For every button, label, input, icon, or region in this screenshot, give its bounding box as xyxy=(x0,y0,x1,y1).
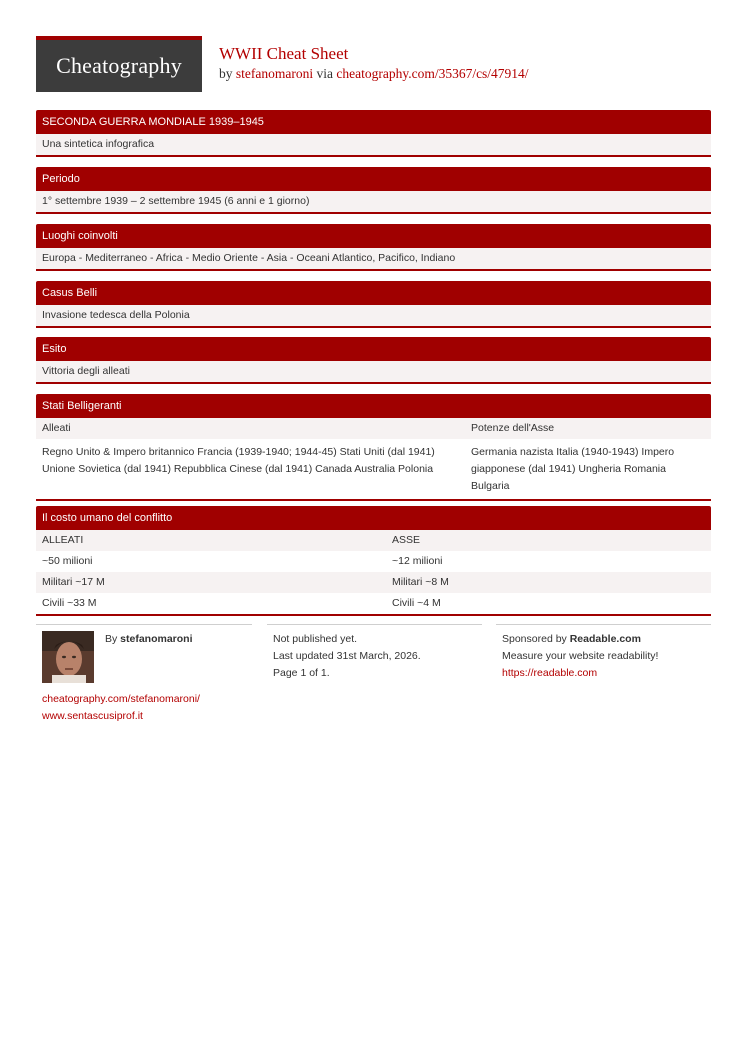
last-updated: Last updated 31st March, 2026. xyxy=(273,650,421,662)
author-profile-link[interactable]: cheatography.com/stefanomaroni/ xyxy=(42,693,200,705)
sponsored-line xyxy=(502,631,711,648)
cell-line: Regno Unito & Impero britannico Francia (1939-1940; 1944-45) Stati Uniti (dal 1941) xyxy=(42,446,435,458)
sponsor-text: Measure your website readability! xyxy=(502,650,659,662)
footer-author xyxy=(36,624,252,735)
section-title: Casus Belli xyxy=(36,281,711,305)
publish-status: Not published yet. xyxy=(273,633,358,645)
cell-line: Bulgaria xyxy=(471,480,510,492)
byline xyxy=(219,66,529,82)
cheatography-logo[interactable] xyxy=(36,36,202,92)
cell-alleati xyxy=(36,444,465,495)
section-title: Il costo umano del conflitto xyxy=(36,506,711,530)
table-row xyxy=(36,530,711,551)
byline-via: via xyxy=(313,66,337,81)
section-text: Europa - Mediterraneo - Africa - Medio Oriente - Asia - Oceani Atlantico, Pacifico, Indiano xyxy=(36,248,711,269)
cell: Militari ~17 M xyxy=(42,576,105,588)
cell: ~12 milioni xyxy=(392,555,443,567)
table-header-row xyxy=(36,418,711,439)
cell: ASSE xyxy=(392,534,421,546)
sponsor-name: Readable.com xyxy=(569,633,641,645)
section-title: Periodo xyxy=(36,167,711,191)
section-text: 1° settembre 1939 – 2 settembre 1945 (6 anni e 1 giorno) xyxy=(36,191,711,212)
section-title: Esito xyxy=(36,337,711,361)
cell-line: giapponese (dal 1941) Ungheria Romania xyxy=(471,463,666,475)
footer-sponsor xyxy=(496,624,711,695)
sponsored-prefix: Sponsored by xyxy=(502,633,570,645)
cell: ALLEATI xyxy=(42,534,84,546)
by-label: By xyxy=(105,633,121,645)
table-row xyxy=(36,439,711,499)
section-casus-belli xyxy=(36,281,711,328)
cell-asse xyxy=(465,444,711,495)
avatar[interactable] xyxy=(42,631,94,683)
cell: Militari ~8 M xyxy=(392,576,449,588)
cell-line: Unione Sovietica (dal 1941) Repubblica Cinese (dal 1941) Canada Australia Polonia xyxy=(42,463,434,475)
footer-status xyxy=(267,624,482,695)
section-luoghi xyxy=(36,224,711,271)
section-intro xyxy=(36,110,711,157)
footer-author-name[interactable]: stefanomaroni xyxy=(120,633,193,645)
section-stati-belligeranti xyxy=(36,394,711,501)
footer-by xyxy=(105,631,193,648)
section-title: Stati Belligeranti xyxy=(36,394,711,418)
section-text: Una sintetica infografica xyxy=(36,134,711,155)
avatar-image xyxy=(42,631,94,683)
table-row xyxy=(36,572,711,593)
section-periodo xyxy=(36,167,711,214)
author-link[interactable]: stefanomaroni xyxy=(235,66,314,81)
table-row xyxy=(36,593,711,614)
section-title: SECONDA GUERRA MONDIALE 1939–1945 xyxy=(36,110,711,134)
table-row xyxy=(36,551,711,572)
logo-text: Cheatography xyxy=(56,53,182,78)
page-number: Page 1 of 1. xyxy=(273,667,330,679)
section-title: Luoghi coinvolti xyxy=(36,224,711,248)
section-esito xyxy=(36,337,711,384)
cell: Civili ~33 M xyxy=(42,597,97,609)
section-costo-umano xyxy=(36,506,711,616)
sheet-url-link[interactable]: cheatography.com/35367/cs/47914/ xyxy=(336,66,529,81)
page-title: WWII Cheat Sheet xyxy=(219,44,349,63)
section-text: Invasione tedesca della Polonia xyxy=(36,305,711,326)
col-header-asse: Potenze dell'Asse xyxy=(471,422,555,434)
cell: ~50 milioni xyxy=(42,555,93,567)
cell: Civili ~4 M xyxy=(392,597,441,609)
byline-by: by xyxy=(219,66,236,81)
sponsor-link[interactable]: https://readable.com xyxy=(502,667,598,679)
author-website-link[interactable]: www.sentascusiprof.it xyxy=(42,710,143,722)
section-text: Vittoria degli alleati xyxy=(36,361,711,382)
cell-line: Germania nazista Italia (1940-1943) Impero xyxy=(471,446,675,458)
col-header-alleati: Alleati xyxy=(42,422,71,434)
